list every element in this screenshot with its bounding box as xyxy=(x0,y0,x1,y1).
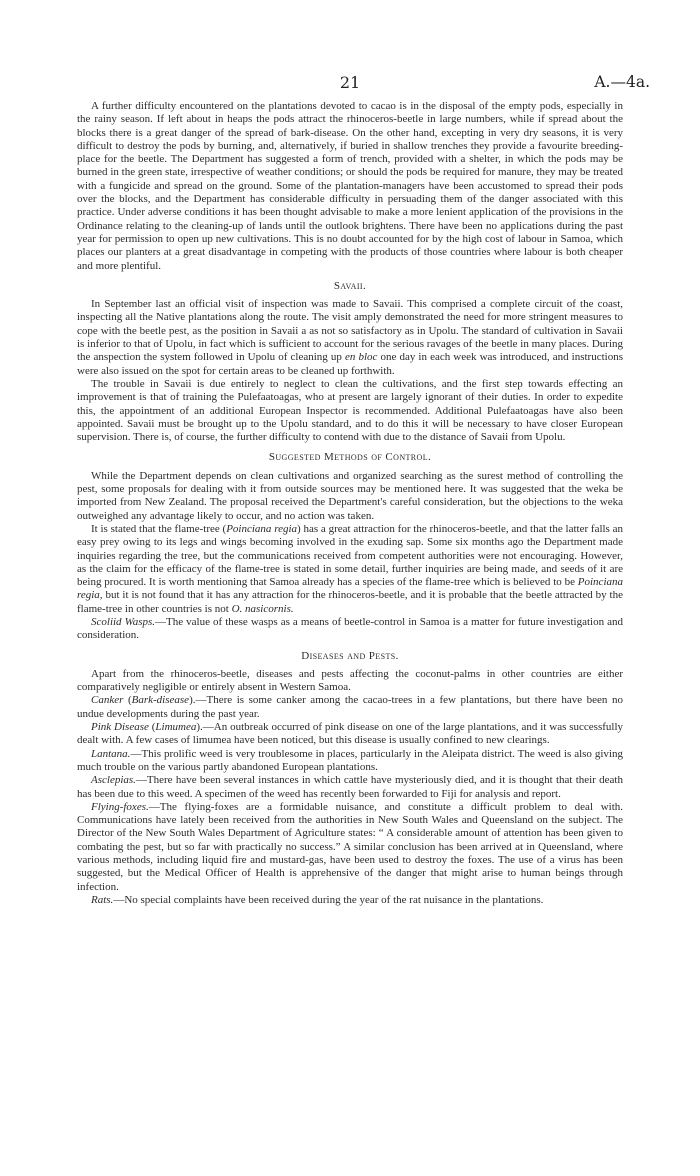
italic-term: Bark-disease xyxy=(131,694,190,707)
paragraph-pink-disease xyxy=(77,721,623,748)
paragraph-flying-foxes xyxy=(77,801,623,894)
italic-term: Lantana. xyxy=(91,747,131,760)
text-span: ( xyxy=(123,694,132,707)
italic-term: Scoliid Wasps. xyxy=(91,615,156,628)
italic-term: Flying-foxes. xyxy=(91,800,149,813)
text-span: ).—An outbreak occurred of pink disease on one of the large plantations, and it was successfully dealt with. A few cases of limumea have been noticed, but this disease is usually confined to new clearings. xyxy=(77,721,624,747)
heading-savaii: Savaii. xyxy=(333,279,367,292)
text-span: —The value of these wasps as a means of beetle-control in Samoa is a matter for future investigation and consideration. xyxy=(77,615,624,642)
text-span: ).—There is some canker among the cacao-trees in a few plantations, but there have been no undue developments during the past year. xyxy=(77,694,623,720)
italic-term: Poinciana regia xyxy=(226,522,298,535)
heading-methods-of-control: Suggested Methods of Control. xyxy=(268,451,432,464)
paragraph-asclepias xyxy=(77,774,623,801)
page-number: 21 xyxy=(339,73,361,92)
text-span: —No special complaints have been received during the year of the rat nuisance in the plantations. xyxy=(113,893,544,906)
heading-diseases-and-pests: Diseases and Pests. xyxy=(301,649,399,662)
text-span: —There have been several instances in which cattle have mysteriously died, and it is thought that their death has been due to this weed. A specimen of the weed has recently been forwarded to Fiji for analysis and report. xyxy=(77,774,623,800)
paragraph-savaii-visit xyxy=(77,298,623,378)
italic-term: O. nasicornis. xyxy=(231,602,294,615)
paragraph-flame-tree xyxy=(77,523,623,616)
paragraph-canker xyxy=(77,694,623,721)
text-span: ( xyxy=(148,721,156,734)
italic-term: Limumea xyxy=(155,721,197,734)
italic-term: Canker xyxy=(91,694,124,707)
paragraph-cacao-pods: A further difficulty encountered on the plantations devoted to cacao is in the disposal of the empty pods, especially in the rainy season. If left about in heaps the pods attract the rhinoceros-beetle in large numbers, while if spread about the blocks there is a great danger of the spread of bark-disease. On the other hand, excepting in very dry seasons, it is very difficult to destroy the pods by burning, and, alternatively, if buried in shallow trenches they provide a favourite breeding-place for the beetle. The Department has suggested a form of trench, provided with a shelter, in which the pods may be burned in the green state, irrespective of weather conditions; or should the pods be required for manure, they may be treated with a fungicide and spread on the ground. Some of the plantation-managers have been accustomed to spread their pods over the blocks, and the Department has considerable difficulty in persuading them of the danger associated with this practice. Under adverse conditions it has been thought advisable to make a more lenient application of the provisions in the Ordinance relating to the cleaning-up of lands until the outlook brightens. There have been no applications during the past year for permission to open up new cultivations. This is no doubt accounted for by the high cost of labour in Samoa, which places our planters at a great disadvantage in competing with the products of those countries where labour is both cheaper and more plentiful. xyxy=(77,100,623,272)
text-span: —This prolific weed is very troublesome in places, particularly in the Aleipata district. The weed is also giving much trouble on the various partly abandoned European plantations. xyxy=(77,747,623,773)
paragraph-diseases-intro: Apart from the rhinoceros-beetle, diseases and pests affecting the coconut-palms in other countries are either comparatively negligible or entirely absent in Western Samoa. xyxy=(77,667,623,694)
text-span: It is stated that the flame-tree ( xyxy=(91,522,227,535)
italic-term: en bloc xyxy=(344,351,378,364)
paragraph-rats xyxy=(77,894,623,907)
text-span: ) has a great attraction for the rhinoceros-beetle, and that the latter falls an easy prey owing to its legs and wings becoming involved in the exuding sap. Some six months ago the Department made inquiries regarding the tree, but the communications received from competent authorities were not encouraging. However, as the claim for the efficacy of the flame-tree is stated in some detail, further inquiries are being made, and seeds of it are being procured. It is worth mentioning that Samoa already has a species of the flame-tree which is believed to be xyxy=(77,522,624,589)
document-body xyxy=(77,100,623,907)
italic-term: Pink Disease xyxy=(91,721,149,734)
text-span: but it is not found that it has any attraction for the rhinoceros-beetle, and it is probable that the beetle attracted by the flame-tree in other countries is not xyxy=(77,589,623,615)
paragraph-lantana xyxy=(77,748,623,775)
text-span: one day in each week was introduced, and instructions were also issued on the spot for certain areas to be cleaned up forthwith. xyxy=(77,351,623,377)
paragraph-savaii-trouble: The trouble in Savaii is due entirely to neglect to clean the cultivations, and the first step towards effecting an improvement is that of training the Pulefaatoagas, who at present are largely ignorant of their duties. In order to expedite this, the appointment of an additional European Inspector is recommended. Additional Pulefaatoagas have also been appointed. Savaii must be brought up to the Upolu standard, and to do this it will be necessary to have closer European supervision. There is, of course, the further difficulty to contend with due to the distance of Savaii from Upolu. xyxy=(77,377,623,444)
italic-term: Asclepias. xyxy=(91,774,136,787)
italic-term: Poinciana regia, xyxy=(77,576,623,602)
paragraph-weka: While the Department depends on clean cultivations and organized searching as the surest method of controlling the pest, some proposals for dealing with it from outside sources may be mentioned here. It was suggested that the weka be imported from New Zealand. The proposal received the Department's careful consideration, but the objections to the weka outweighed any advantage likely to occur, and no action was taken. xyxy=(77,469,623,522)
paragraph-scoliid-wasps xyxy=(77,616,623,643)
italic-term: Rats. xyxy=(91,893,114,906)
document-reference: A.—4a. xyxy=(594,73,650,91)
text-span: In September last an official visit of inspection was made to Savaii. This comprised a complete circuit of the coast, inspecting all the Native plantations along the route. The visit amply demonstrated the need for more stringent measures to cope with the beetle pest, as the position in Savaii a as not so satisfactory as in Upolu. The standard of cultivation in Savaii is inferior to that of Upolu, in fact which is sufficient to account for the serious ravages of the beetle in many places. During the anspection the system followed in Upolu of cleaning up xyxy=(77,298,623,364)
text-span: —The flying-foxes are a formidable nuisance, and constitute a difficult problem to deal with. Communications have lately been received from the authorities in New South Wales and Queensland on the subject. The Director of the New South Wales Department of Agriculture states: “ A considerable amount of attention has been given to combating the pest, but so far with practically no success.” A similar conclusion has been arrived at in Queensland, where various methods, including liquid fire and mustard-gas, have been used to destroy the foxes. The use of a virus has been suggested, but the Medical Officer of Health is apprehensive of the danger that might arise to human beings through infection. xyxy=(77,800,623,893)
